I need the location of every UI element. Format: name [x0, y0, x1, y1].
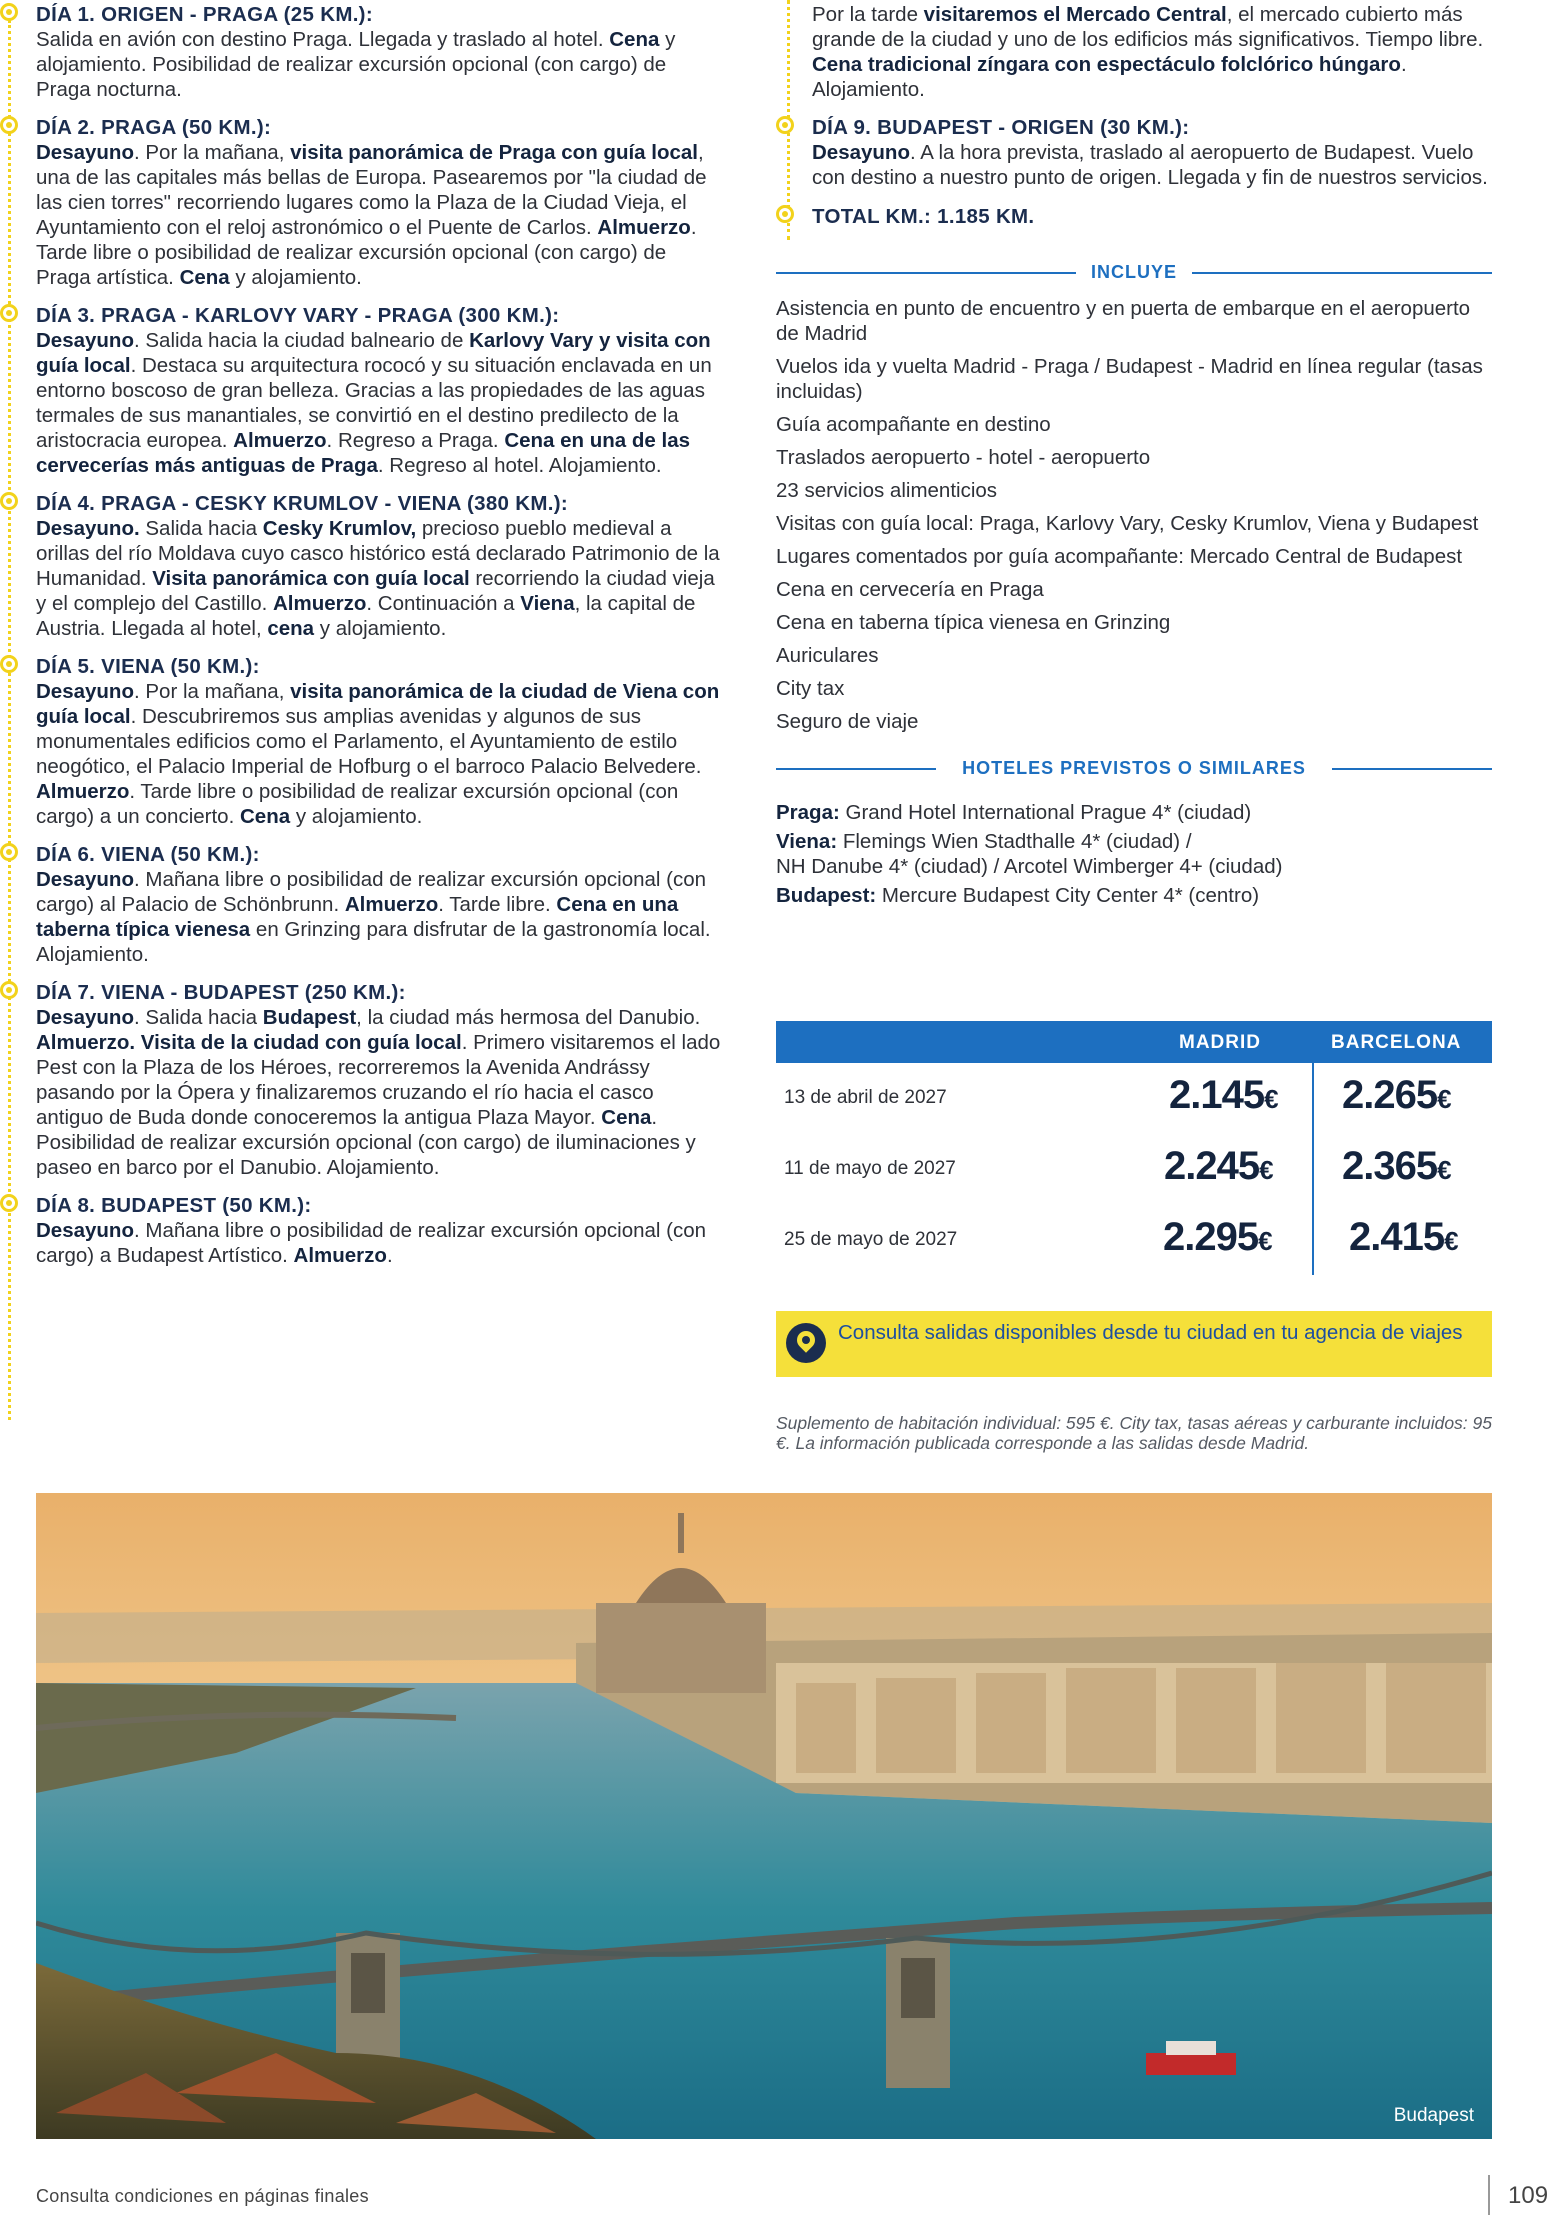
day-bullet-icon: [0, 1194, 18, 1212]
list-item: Vuelos ida y vuelta Madrid - Praga / Budapest - Madrid en línea regular (tasas incluidas): [776, 355, 1483, 403]
footer-note: Consulta condiciones en páginas finales: [36, 2186, 369, 2206]
hotel-budapest: Budapest: Mercure Budapest City Center 4* (centro): [776, 884, 1260, 907]
day-title: DÍA 1. ORIGEN - PRAGA (25 KM.):: [36, 3, 373, 26]
day-bullet-icon: [776, 205, 794, 223]
day-title: DÍA 2. PRAGA (50 KM.):: [36, 116, 272, 139]
list-item: Guía acompañante en destino: [776, 413, 1051, 436]
price-barcelona: 2.415€: [1349, 1215, 1458, 1259]
day-title: DÍA 8. BUDAPEST (50 KM.):: [36, 1194, 312, 1217]
hotel-viena: Viena: Flemings Wien Stadthalle 4* (ciudad) /: [776, 830, 1192, 853]
departure-date: 13 de abril de 2027: [784, 1087, 947, 1108]
itinerary-left-column: [36, 0, 726, 1268]
day-body: Desayuno. Mañana libre o posibilidad de realizar excursión opcional (con cargo) al Palacio de Schönbrunn. Almuerzo. Tarde libre. Cena en una taberna típica vienesa en Grinzing para disfrutar de la gastronomía local. Alojamiento.: [36, 868, 711, 966]
price-barcelona: 2.265€: [1342, 1073, 1451, 1117]
price-barcelona: 2.365€: [1342, 1144, 1451, 1188]
column-header-madrid: MADRID: [1179, 1032, 1261, 1053]
hotels-header: [776, 756, 1492, 780]
day-body: Desayuno. Por la mañana, visita panorámica de Praga con guía local, una de las capitales más bellas de Europa. Pasearemos por "la ciudad de las cien torres" recorriendo lugares como la Plaza de la Ciudad Vieja, el Ayuntamiento con el reloj astronómico o el Puente de Carlos. Almuerzo. Tarde libre o posibilidad de realizar excursión opcional (con cargo) de Praga artística. Cena y alojamiento.: [36, 141, 707, 289]
day-body: Salida en avión con destino Praga. Llegada y traslado al hotel. Cena y alojamiento. Posibilidad de realizar excursión opcional (con cargo) de Praga nocturna.: [36, 28, 676, 101]
total-km-label: TOTAL KM.: 1.185 KM.: [812, 205, 1035, 228]
day-bullet-icon: [0, 492, 18, 510]
hotel-viena-cont: NH Danube 4* (ciudad) / Arcotel Wimberger 4+ (ciudad): [776, 855, 1283, 878]
day-title: DÍA 4. PRAGA - CESKY KRUMLOV - VIENA (380 KM.):: [36, 492, 568, 515]
day-bullet-icon: [0, 981, 18, 999]
itinerary-right-column: [776, 0, 1492, 908]
day-body: Desayuno. Salida hacia Budapest, la ciudad más hermosa del Danubio. Almuerzo. Visita de la ciudad con guía local. Primero visitaremos el lado Pest con la Plaza de los Héroes, recorreremos la Avenida Andrássy pasando por la Ópera y finalizaremos cruzando el río hacia el casco antiguo de Buda donde conoceremos la antigua Plaza Mayor. Cena. Posibilidad de realizar excursión opcional (con cargo) de iluminaciones y paseo en barco por el Danubio. Alojamiento.: [36, 1006, 721, 1179]
day-1: [36, 2, 726, 102]
callout-text: Consulta salidas disponibles desde tu ciudad en tu agencia de viajes: [838, 1321, 1463, 1344]
day-title: DÍA 3. PRAGA - KARLOVY VARY - PRAGA (300 KM.):: [36, 304, 560, 327]
day-2: [36, 115, 726, 290]
price-madrid: 2.145€: [1169, 1073, 1278, 1117]
day-body: Desayuno. Salida hacia Cesky Krumlov, precioso pueblo medieval a orillas del río Moldava cuyo casco histórico está declarado Patrimonio de la Humanidad. Visita panorámica con guía local recorriendo la ciudad vieja y el complejo del Castillo. Almuerzo. Continuación a Viena, la capital de Austria. Llegada al hotel, cena y alojamiento.: [36, 517, 720, 640]
day-title: DÍA 5. VIENA (50 KM.):: [36, 655, 260, 678]
list-item: Cena en cervecería en Praga: [776, 578, 1044, 601]
includes-header-label: INCLUYE: [1079, 262, 1189, 282]
day-bullet-icon: [0, 655, 18, 673]
photo-caption: Budapest: [1393, 2105, 1474, 2126]
list-item: Visitas con guía local: Praga, Karlovy Vary, Cesky Krumlov, Viena y Budapest: [776, 512, 1479, 535]
budapest-illustration: [36, 1493, 1492, 2139]
day-8-continuation: [812, 2, 1492, 102]
day-bullet-icon: [0, 3, 18, 21]
page-number-divider: [1488, 2175, 1490, 2215]
day-9: [812, 115, 1492, 190]
list-item: Traslados aeropuerto - hotel - aeropuerto: [776, 446, 1151, 469]
day-body: Desayuno. Mañana libre o posibilidad de realizar excursión opcional (con cargo) a Budapest Artístico. Almuerzo.: [36, 1219, 707, 1267]
table-row: [776, 1134, 1492, 1204]
hotels-header-label: HOTELES PREVISTOS O SIMILARES: [950, 758, 1318, 778]
list-item: Auriculares: [776, 644, 879, 667]
day-6: [36, 842, 726, 967]
day-title: DÍA 9. BUDAPEST - ORIGEN (30 KM.):: [812, 116, 1190, 139]
list-item: Seguro de viaje: [776, 710, 919, 733]
includes-list: [776, 296, 1492, 734]
price-table-header: [776, 1021, 1492, 1063]
page-number: 109: [1508, 2182, 1549, 2209]
list-item: Cena en taberna típica vienesa en Grinzing: [776, 611, 1171, 634]
day-7: [36, 980, 726, 1180]
day-bullet-icon: [776, 116, 794, 134]
supplement-note: Suplemento de habitación individual: 595 €. City tax, tasas aéreas y carburante incluidos: 95 €. La información publicada corresponde a las salidas desde Madrid.: [776, 1412, 1492, 1453]
departure-date: 25 de mayo de 2027: [784, 1229, 958, 1250]
day-bullet-icon: [0, 116, 18, 134]
column-header-barcelona: BARCELONA: [1331, 1032, 1462, 1053]
departure-date: 11 de mayo de 2027: [784, 1158, 956, 1179]
table-row: [776, 1063, 1492, 1133]
total-km: [812, 204, 1492, 229]
table-row: [776, 1205, 1492, 1275]
list-item: Lugares comentados por guía acompañante: Mercado Central de Budapest: [776, 545, 1463, 568]
day-3: [36, 303, 726, 478]
day-body: Por la tarde visitaremos el Mercado Central, el mercado cubierto más grande de la ciudad y uno de los edificios más significativos. Tiempo libre. Cena tradicional zíngara con espectáculo folclórico húngaro. Alojamiento.: [812, 3, 1484, 101]
day-body: Desayuno. A la hora prevista, traslado al aeropuerto de Budapest. Vuelo con destino a nuestro punto de origen. Llegada y fin de nuestros servicios.: [812, 141, 1488, 189]
includes-header: [776, 260, 1492, 284]
day-8: [36, 1193, 726, 1268]
hotel-praga: Praga: Grand Hotel International Prague 4* (ciudad): [776, 801, 1252, 824]
list-item: 23 servicios alimenticios: [776, 479, 998, 502]
day-4: [36, 491, 726, 641]
location-pin-icon: [786, 1323, 826, 1363]
day-bullet-icon: [0, 843, 18, 861]
list-item: Asistencia en punto de encuentro y en puerta de embarque en el aeropuerto de Madrid: [776, 297, 1471, 345]
agency-callout: [776, 1311, 1492, 1377]
day-body: Desayuno. Por la mañana, visita panorámica de la ciudad de Viena con guía local. Descubriremos sus amplias avenidas y algunos de sus monumentales edificios como el Parlamento, el Ayuntamiento de estilo neogótico, el Palacio Imperial de Hofburg o el barroco Palacio Belvedere. Almuerzo. Tarde libre o posibilidad de realizar excursión opcional (con cargo) a un concierto. Cena y alojamiento.: [36, 680, 720, 828]
day-title: DÍA 7. VIENA - BUDAPEST (250 KM.):: [36, 981, 406, 1004]
day-bullet-icon: [0, 304, 18, 322]
price-madrid: 2.295€: [1163, 1215, 1272, 1259]
price-table: [776, 1021, 1492, 1275]
day-5: [36, 654, 726, 829]
day-body: Desayuno. Salida hacia la ciudad balneario de Karlovy Vary y visita con guía local. Destaca su arquitectura rococó y su situación enclavada en un entorno boscoso de gran belleza. Gracias a las propiedades de las aguas termales de sus manantiales, se convirtió en el destino predilecto de la aristocracia europea. Almuerzo. Regreso a Praga. Cena en una de las cervecerías más antiguas de Praga. Regreso al hotel. Alojamiento.: [36, 329, 712, 477]
day-title: DÍA 6. VIENA (50 KM.):: [36, 843, 260, 866]
hotels-list: [776, 800, 1492, 908]
budapest-photo: [36, 1493, 1492, 2139]
list-item: City tax: [776, 677, 845, 700]
price-madrid: 2.245€: [1164, 1144, 1273, 1188]
